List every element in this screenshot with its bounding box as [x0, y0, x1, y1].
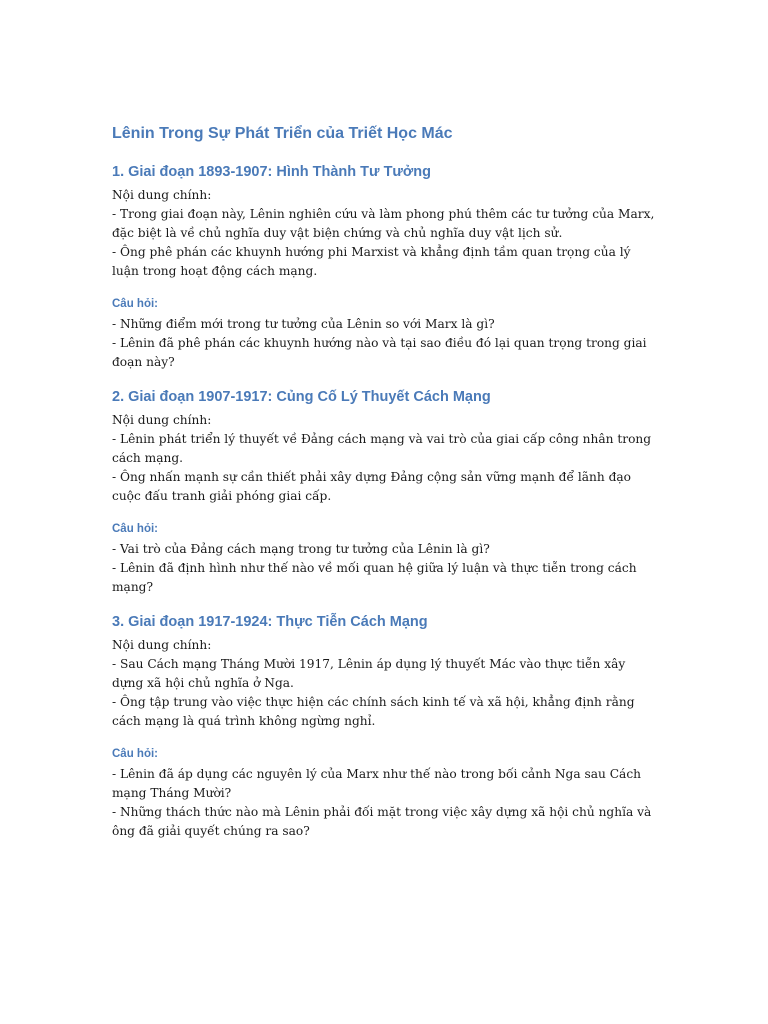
question-item: - Lênin đã phê phán các khuynh hướng nào và tại sao điều đó lại quan trọng trong giai đoạn này? [112, 336, 647, 369]
question-block [112, 745, 660, 841]
content-label: Nội dung chính: [112, 188, 212, 202]
section-3 [112, 611, 660, 841]
content-block [112, 636, 660, 731]
content-block [112, 186, 660, 281]
section-2 [112, 386, 660, 597]
question-item: - Vai trò của Đảng cách mạng trong tư tưởng của Lênin là gì? [112, 542, 490, 556]
question-item: - Lênin đã định hình như thế nào về mối quan hệ giữa lý luận và thực tiễn trong cách mạng? [112, 561, 637, 594]
section-heading: 1. Giai đoạn 1893-1907: Hình Thành Tư Tưởng [112, 164, 431, 180]
content-label: Nội dung chính: [112, 413, 212, 427]
content-line: - Ông nhấn mạnh sự cần thiết phải xây dựng Đảng cộng sản vững mạnh để lãnh đạo cuộc đấu tranh giải phóng giai cấp. [112, 470, 631, 503]
question-item: - Lênin đã áp dụng các nguyên lý của Marx như thế nào trong bối cảnh Nga sau Cách mạng Tháng Mười? [112, 767, 641, 800]
question-label: Câu hỏi: [112, 748, 158, 760]
question-label: Câu hỏi: [112, 523, 158, 535]
question-item: - Những điểm mới trong tư tưởng của Lênin so với Marx là gì? [112, 317, 495, 331]
content-block [112, 411, 660, 506]
section-heading: 2. Giai đoạn 1907-1917: Củng Cố Lý Thuyết Cách Mạng [112, 389, 491, 405]
question-block [112, 520, 660, 597]
question-item: - Những thách thức nào mà Lênin phải đối mặt trong việc xây dựng xã hội chủ nghĩa và ông đã giải quyết chúng ra sao? [112, 805, 652, 838]
document-title: Lênin Trong Sự Phát Triển của Triết Học Mác [112, 125, 453, 142]
question-block [112, 295, 660, 372]
content-line: - Trong giai đoạn này, Lênin nghiên cứu và làm phong phú thêm các tư tưởng của Marx, đặc biệt là về chủ nghĩa duy vật biện chứng và chủ nghĩa duy vật lịch sử. [112, 207, 655, 240]
content-line: - Sau Cách mạng Tháng Mười 1917, Lênin áp dụng lý thuyết Mác vào thực tiễn xây dựng xã hội chủ nghĩa ở Nga. [112, 657, 626, 690]
section-1 [112, 161, 660, 372]
content-line: - Lênin phát triển lý thuyết về Đảng cách mạng và vai trò của giai cấp công nhân trong cách mạng. [112, 432, 652, 465]
content-line: - Ông phê phán các khuynh hướng phi Marxist và khẳng định tầm quan trọng của lý luận trong hoạt động cách mạng. [112, 245, 631, 278]
document-page [112, 122, 660, 855]
content-line: - Ông tập trung vào việc thực hiện các chính sách kinh tế và xã hội, khẳng định rằng cách mạng là quá trình không ngừng nghỉ. [112, 695, 635, 728]
section-heading: 3. Giai đoạn 1917-1924: Thực Tiễn Cách Mạng [112, 614, 428, 630]
question-label: Câu hỏi: [112, 298, 158, 310]
content-label: Nội dung chính: [112, 638, 212, 652]
